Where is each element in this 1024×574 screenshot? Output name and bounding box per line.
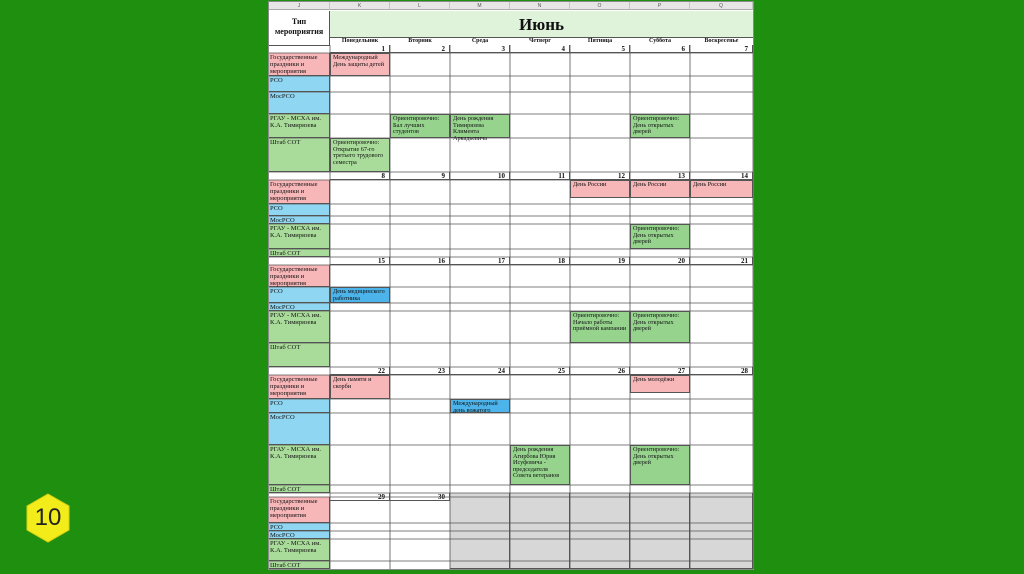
event-open-day[interactable]: Ориентировочно: День открытых дверей [630,114,690,138]
event-agirbov-birthday[interactable]: День рождения Агирбова Юрия Исуфовича - председателя Совета ветеранов [510,445,570,485]
event-timiryazev-birthday[interactable]: День рождения Тимирязева Климента Аркадьевича [450,114,510,138]
category-shtab: Штаб СОТ [269,561,330,569]
weekday-sun: Воскресенье [704,38,739,44]
day-number: 4 [510,45,570,53]
event-youth-day[interactable]: День молодёжи [630,375,690,393]
empty-day [690,493,753,569]
column-header-n: N [510,2,570,10]
day-number: 7 [690,45,753,53]
category-rgau: РГАУ - МСХА им. К.А. Тимирязева [269,114,330,138]
column-header-m: M [450,2,510,10]
day-number: 14 [690,172,753,180]
day-number: 17 [450,257,510,265]
day-number: 20 [630,257,690,265]
category-rso: РСО [269,76,330,92]
empty-day [510,493,570,569]
category-holidays: Государственные праздники и мероприятия [269,180,330,204]
category-rso: РСО [269,399,330,413]
event-children-day[interactable]: Международный День защиты детей [330,53,390,76]
day-number: 13 [630,172,690,180]
day-number: 21 [690,257,753,265]
day-number: 30 [390,493,450,501]
day-number: 27 [630,367,690,375]
day-number: 23 [390,367,450,375]
column-header-l: L [390,2,450,10]
weekday-mon: Понедельник [341,38,379,44]
category-shtab: Штаб СОТ [269,249,330,257]
slide-number: 10 [34,504,62,531]
event-open-day[interactable]: Ориентировочно: День открытых дверей [630,224,690,249]
day-number: 22 [330,367,390,375]
day-number: 2 [390,45,450,53]
weekday-fri: Пятница [587,38,613,44]
category-rgau: РГАУ - МСХА им. К.А. Тимирязева [269,445,330,485]
event-labor-semester-opening[interactable]: Ориентировочно: Открытие 67-го третьего трудового семестра [330,138,390,172]
day-number: 28 [690,367,753,375]
category-holidays: Государственные праздники и мероприятия [269,497,330,523]
day-number: 9 [390,172,450,180]
day-number: 3 [450,45,510,53]
column-header-j: J [269,2,330,10]
day-number: 11 [510,172,570,180]
event-russia-day[interactable]: День России [570,180,630,198]
category-rgau: РГАУ - МСХА им. К.А. Тимирязева [269,311,330,343]
column-header-q: Q [690,2,753,10]
category-shtab: Штаб СОТ [269,138,330,172]
day-number: 5 [570,45,630,53]
category-rgau: РГАУ - МСХА им. К.А. Тимирязева [269,224,330,249]
day-number: 25 [510,367,570,375]
month-title: Июнь [330,11,753,38]
empty-day [450,493,510,569]
day-number: 6 [630,45,690,53]
category-holidays: Государственные праздники и мероприятия [269,375,330,399]
weekday-thu: Четверг [529,38,551,44]
event-admission-campaign[interactable]: Ориентировочно: Начало работы приёмной кампании [570,311,630,343]
type-header: Тип мероприятия [269,11,330,46]
weekday-tue: Вторник [408,38,432,44]
category-mosrso: МосРСО [269,92,330,114]
event-open-day[interactable]: Ориентировочно: День открытых дверей [630,445,690,485]
category-rso: РСО [269,204,330,216]
category-shtab: Штаб СОТ [269,485,330,493]
day-number: 24 [450,367,510,375]
event-best-students-ball[interactable]: Ориентировочно: Бал лучших студентов [390,114,450,138]
day-number: 8 [330,172,390,180]
day-number: 15 [330,257,390,265]
day-number: 12 [570,172,630,180]
category-holidays: Государственные праздники и мероприятия [269,265,330,287]
column-header-p: P [630,2,690,10]
category-mosrso: МосРСО [269,216,330,224]
category-mosrso: МосРСО [269,303,330,311]
category-shtab: Штаб СОТ [269,343,330,367]
empty-day [570,493,630,569]
category-holidays: Государственные праздники и мероприятия [269,53,330,76]
day-number: 19 [570,257,630,265]
category-mosrso: МосРСО [269,413,330,445]
event-memory-day[interactable]: День памяти и скорби [330,375,390,399]
weekday-wed: Среда [471,38,489,44]
column-header-k: K [330,2,390,10]
event-russia-day[interactable]: День России [630,180,690,198]
weekday-sat: Суббота [649,38,671,44]
category-mosrso: МосРСО [269,531,330,539]
event-medical-worker-day[interactable]: День медицинского работника [330,287,390,303]
event-open-day[interactable]: Ориентировочно: День открытых дверей [630,311,690,343]
day-number: 1 [330,45,390,53]
calendar-sheet [269,2,753,569]
day-number: 10 [450,172,510,180]
day-number: 18 [510,257,570,265]
day-number: 29 [330,493,390,501]
empty-day [630,493,690,569]
category-rso: РСО [269,523,330,531]
category-rso: РСО [269,287,330,303]
category-rgau: РГАУ - МСХА им. К.А. Тимирязева [269,539,330,561]
day-number: 26 [570,367,630,375]
event-counselor-day[interactable]: Международный день вожатого [450,399,510,413]
day-number: 16 [390,257,450,265]
column-header-o: O [570,2,630,10]
event-russia-day[interactable]: День России [690,180,753,198]
